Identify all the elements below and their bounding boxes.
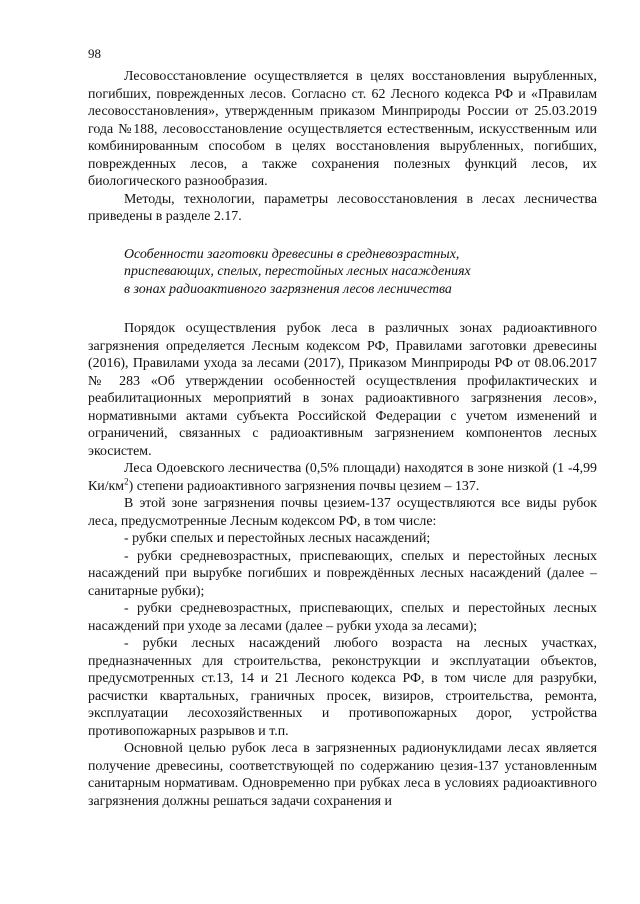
paragraph-contamination-zone bbox=[88, 460, 597, 495]
paragraph-reforestation-methods: Методы, технологии, параметры лесовосстановления в лесах лесничества приведены в разделе 2.17. bbox=[88, 191, 597, 224]
document-body bbox=[88, 68, 597, 810]
zone-text-part: ) степени радиоактивного загрязнения почвы цезием – 137. bbox=[128, 478, 480, 494]
paragraph-main-goal: Основной целью рубок леса в загрязненных радионуклидами лесах является получение древесины, соответствующей по содержанию цезия-137 установленным санитарным нормативам. Одновременно при рубках леса в условиях радиоактивного загрязнения должны решаться задачи сохранения и bbox=[88, 741, 597, 809]
paragraph-reforestation: Лесовосстановление осуществляется в целях восстановления вырубленных, погибших, поврежденных лесов. Согласно ст. 62 Лесного кодекса РФ и «Правилам лесовосстановления», утвержденным приказом Минприроды России от 25.03.2019 года №188, лесовосстановление осуществляется естественным, искусственным или комбинированным способом в целях восстановления вырубленных, погибших, поврежденных лесов, а также сохранения полезных функций лесов, их биологического разнообразия. bbox=[88, 69, 597, 189]
paragraph-cuttings-intro: В этой зоне загрязнения почвы цезием-137 осуществляются все виды рубок леса, предусмотренные Лесным кодексом РФ, в том числе: bbox=[88, 496, 597, 529]
list-item: - рубки лесных насаждений любого возраста на лесных участках, предназначенных для строительства, реконструкции и эксплуатации объектов, предусмотренных ст.13, 14 и 21 Лесного кодекса РФ, в том числе для разрубки, расчистки квартальных, граничных просек, визиров, строительства, ремонта, эксплуатации лесохозяйственных и противопожарных дорог, устройства противопожарных разрывов и т.п. bbox=[88, 636, 597, 739]
page-number: 98 bbox=[88, 46, 101, 61]
list-item: - рубки средневозрастных, приспевающих, спелых и перестойных лесных насаждений при уходе за лесами (далее – рубки ухода за лесами); bbox=[88, 601, 597, 634]
section-heading bbox=[88, 246, 597, 299]
superscript-two: 2 bbox=[124, 475, 129, 486]
paragraph-cutting-order: Порядок осуществления рубок леса в различных зонах радиоактивного загрязнения определяется Лесным кодексом РФ, Правилами заготовки древесины (2016), Правилами ухода за лесами (2017), Приказом Минприроды РФ от 08.06.2017 № 283 «Об утверждении особенностей осуществления профилактических и реабилитационных мероприятий в зонах радиоактивного загрязнения лесов», нормативными актами субъекта Российской Федерации с учетом изменений и ограничений, связанных с радиоактивным загрязнением компонентов лесных экосистем. bbox=[88, 321, 597, 459]
section-heading-line: Особенности заготовки древесины в средневозрастных, bbox=[124, 246, 460, 262]
list-item: - рубки спелых и перестойных лесных насаждений; bbox=[124, 531, 431, 546]
zone-text-part: Леса Одоевского лесничества (0,5% площади) находятся в зоне низкой (1 -4,99 Ки/км bbox=[88, 461, 597, 494]
section-heading-line: в зонах радиоактивного загрязнения лесов лесничества bbox=[124, 281, 452, 297]
list-item: - рубки средневозрастных, приспевающих, спелых и перестойных лесных насаждений при вырубке погибших и повреждённых лесных насаждений (далее – санитарные рубки); bbox=[88, 548, 597, 599]
section-heading-line: приспевающих, спелых, перестойных лесных насаждениях bbox=[124, 264, 471, 279]
